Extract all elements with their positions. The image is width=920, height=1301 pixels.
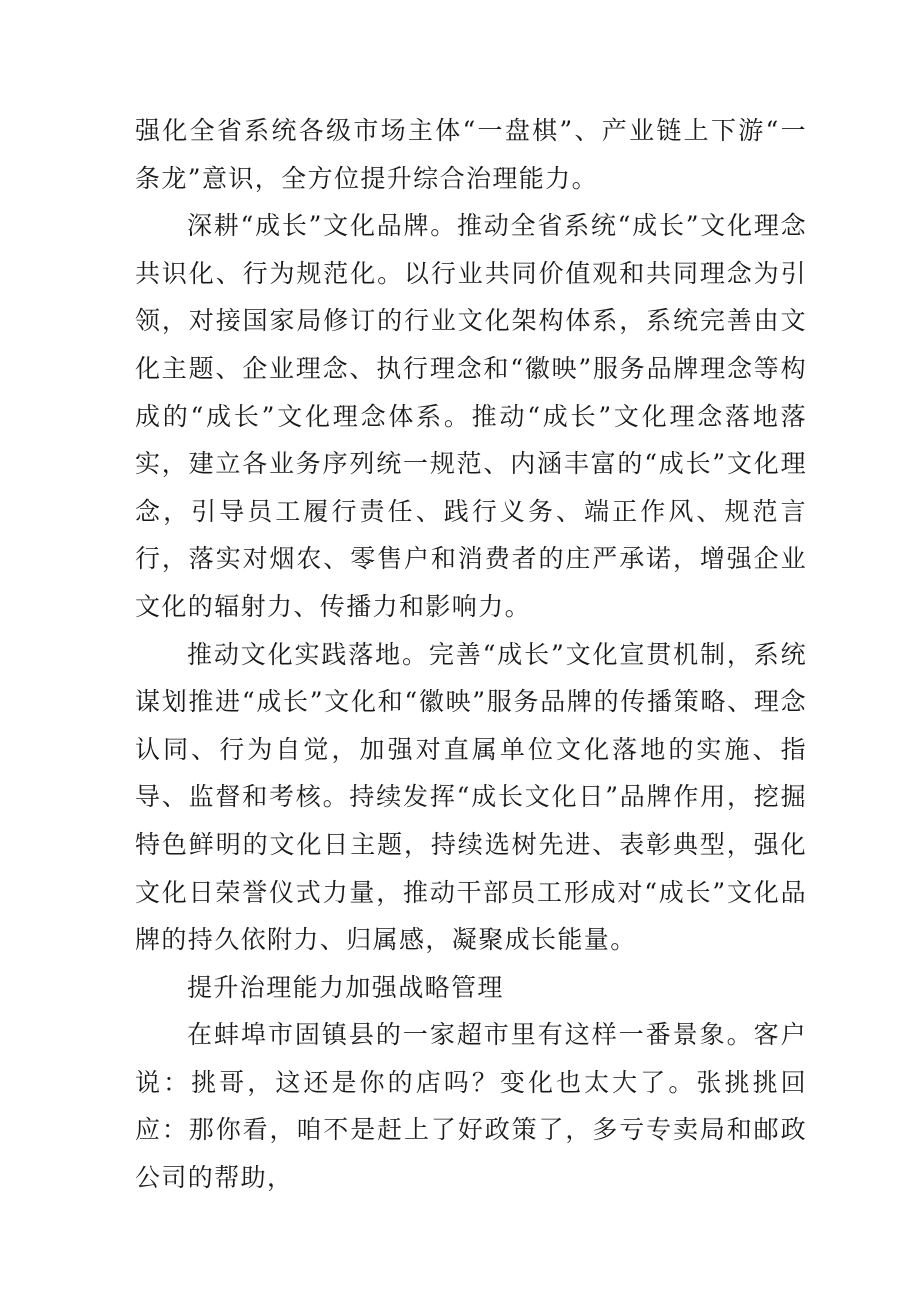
paragraph-2: 深耕“成长”文化品牌。推动全省系统“成长”文化理念共识化、行为规范化。以行业共同价值观和共同理念为引领，对接国家局修订的行业文化架构体系，系统完善由文化主题、企业理念、执行理念和“徽映”服务品牌理念等构成的“成长”文化理念体系。推动“成长”文化理念落地落实，建立各业务序列统一规范、内涵丰富的“成长”文化理念，引导员工履行责任、践行义务、端正作风、规范言行，落实对烟农、零售户和消费者的庄严承诺，增强企业文化的辐射力、传播力和影响力。 bbox=[135, 211, 807, 621]
paragraph-1: 强化全省系统各级市场主体“一盘棋”、产业链上下游“一条龙”意识，全方位提升综合治理能力。 bbox=[135, 116, 807, 193]
document-body bbox=[135, 107, 807, 1202]
paragraph-3: 推动文化实践落地。完善“成长”文化宣贯机制，系统谋划推进“成长”文化和“徽映”服务品牌的传播策略、理念认同、行为自觉，加强对直属单位文化落地的实施、指导、监督和考核。持续发挥“成长文化日”品牌作用，挖掘特色鲜明的文化日主题，持续选树先进、表彰典型，强化文化日荣誉仪式力量，推动干部员工形成对“成长”文化品牌的持久依附力、归属感，凝聚成长能量。 bbox=[135, 639, 807, 955]
paragraph-4: 在蚌埠市固镇县的一家超市里有这样一番景象。客户说：挑哥，这还是你的店吗？变化也太大了。张挑挑回应：那你看，咱不是赶上了好政策了，多亏专卖局和邮政公司的帮助， bbox=[135, 1020, 807, 1193]
section-heading: 提升治理能力加强战略管理 bbox=[187, 972, 504, 1002]
